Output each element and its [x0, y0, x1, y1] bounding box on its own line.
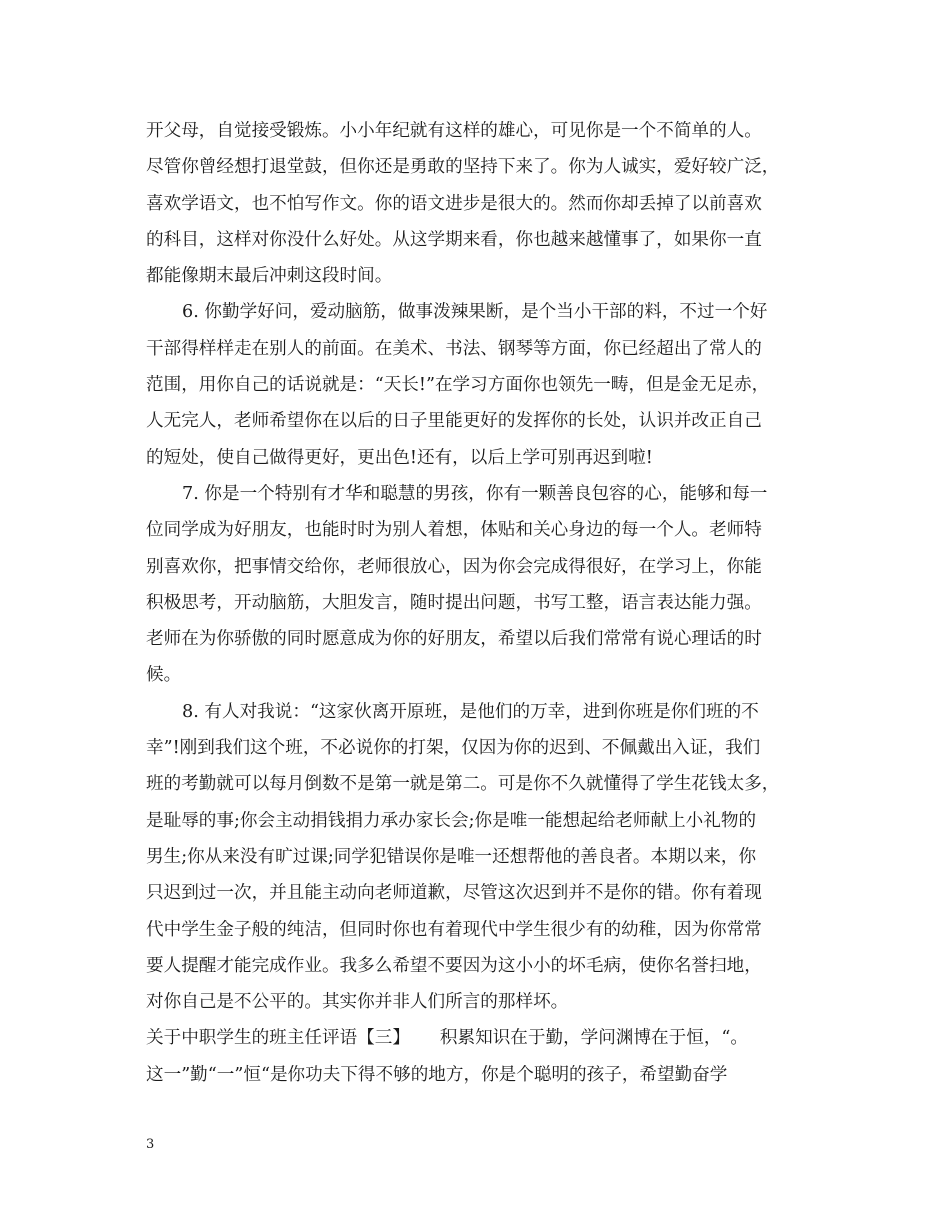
text-line: 候。: [146, 665, 182, 686]
text-line: 尽管你曾经想打退堂鼓，但你还是勇敢的坚持下来了。你为人诚实，爱好较广泛，: [146, 157, 780, 178]
text-line: 别喜欢你，把事情交给你，老师很放心，因为你会完成得很好，在学习上，你能: [146, 556, 762, 577]
text-line: 是耻辱的事;你会主动捐钱捐力承办家长会;你是唯一能想起给老师献上小礼物的: [146, 810, 757, 831]
paragraph-first-line: 6. 你勤学好问，爱动脑筋，做事泼辣果断，是个当小干部的料，不过一个好: [182, 302, 768, 323]
text-line: 班的考勤就可以每月倒数不是第一就是第二。可是你不久就懂得了学生花钱太多，: [146, 774, 780, 795]
text-line: 都能像期末最后冲刺这段时间。: [146, 266, 393, 287]
text-line: 幸”!刚到我们这个班，不必说你的打架，仅因为你的迟到、不佩戴出入证，我们: [146, 738, 761, 759]
paragraph-first-line: 8. 有人对我说：“这家伙离开原班，是他们的万幸，进到你班是你们班的不: [182, 701, 759, 722]
text-line: 只迟到过一次，并且能主动向老师道歉，尽管这次迟到并不是你的错。你有着现: [146, 883, 762, 904]
text-line: 范围，用你自己的话说就是：“天长!”在学习方面你也领先一畴，但是金无足赤，: [146, 375, 770, 396]
page-number: 3: [146, 1137, 155, 1152]
text-line: 男生;你从来没有旷过课;同学犯错误你是唯一还想帮他的善良者。本期以来，你: [146, 846, 757, 867]
section-heading-line: [146, 1020, 816, 1056]
text-line: 人无完人，老师希望你在以后的日子里能更好的发挥你的长处，认识并改正自己: [146, 411, 762, 432]
paragraph-first-line: 7. 你是一个特别有才华和聪慧的男孩，你有一颗善良包容的心，能够和每一: [182, 483, 768, 504]
text-line: 这一”勤“一”恒“是你功夫下得不够的地方，你是个聪明的孩子，希望勤奋学: [146, 1064, 728, 1085]
text-line: 要人提醒才能完成作业。我多么希望不要因为这小小的坏毛病，使你名誉扫地，: [146, 955, 762, 976]
text-line: 的科目，这样对你没什么好处。从这学期来看，你也越来越懂事了，如果你一直: [146, 229, 762, 250]
text-line: 积极思考，开动脑筋，大胆发言，随时提出问题，书写工整，语言表达能力强。: [146, 592, 762, 613]
section-first-text: 积累知识在于勤，学问渊博在于恒，“。: [439, 1028, 749, 1049]
text-line: 开父母，自觉接受锻炼。小小年纪就有这样的雄心，可见你是一个不简单的人。: [146, 121, 762, 141]
text-line: 喜欢学语文，也不怕写作文。你的语文进步是很大的。然而你却丢掉了以前喜欢: [146, 193, 762, 214]
text-line: 位同学成为好朋友，也能时时为别人着想，体贴和关心身边的每一个人。老师特: [146, 520, 762, 541]
document-body: [146, 113, 816, 1093]
section-title: 关于中职学生的班主任评语【三】: [146, 1028, 410, 1049]
text-line: 代中学生金子般的纯洁，但同时你也有着现代中学生很少有的幼稚，因为你常常: [146, 919, 762, 940]
text-line: 干部得样样走在别人的前面。在美术、书法、钢琴等方面，你已经超出了常人的: [146, 338, 762, 359]
text-line: 的短处，使自己做得更好，更出色!还有，以后上学可别再迟到啦!: [146, 447, 653, 468]
text-line: 老师在为你骄傲的同时愿意成为你的好朋友，希望以后我们常常有说心理话的时: [146, 629, 762, 650]
text-line: 对你自己是不公平的。其实你并非人们所言的那样坏。: [146, 992, 569, 1013]
